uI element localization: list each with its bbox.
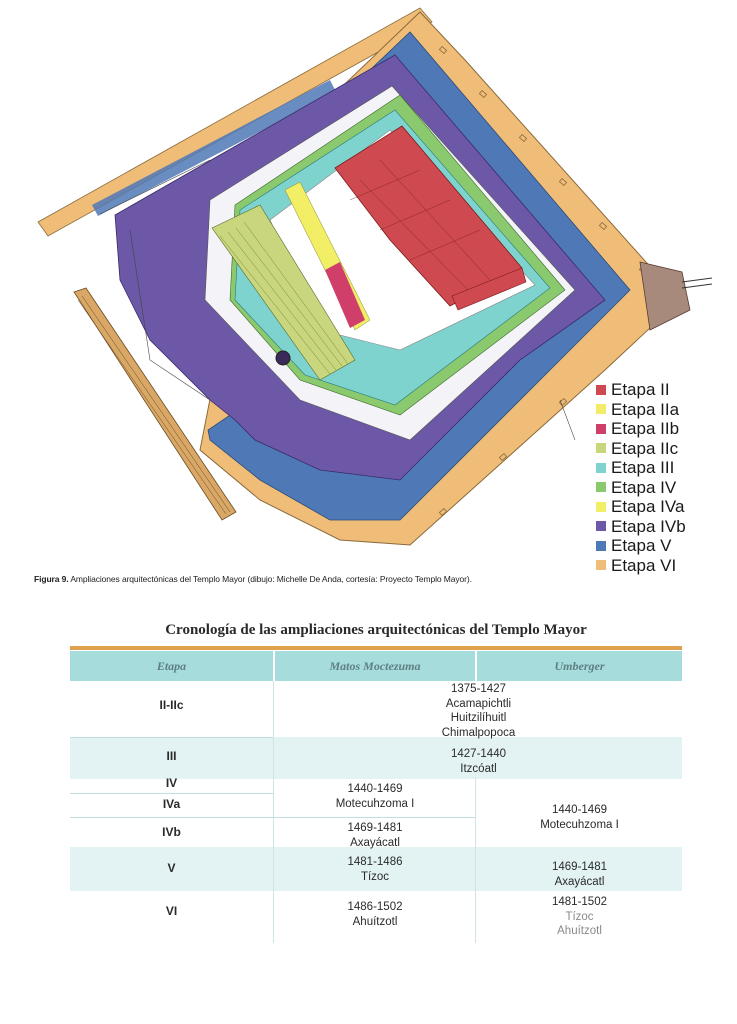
matos-iv-years: 1440-1469 [347,783,403,795]
legend-label: Etapa IIc [611,438,679,458]
stage-ii-iic: II-IIc [159,698,184,712]
umberger-v-years: 1469-1481 [552,861,607,873]
legend-swatch [596,502,606,512]
matos-ii-iic-ruler-2: Huitzilíhuitl [450,712,507,724]
caption-text: Ampliaciones arquitectónicas del Templo Mayor (dibujo: Michelle De Anda, cortesía: Proyecto Templo Mayor). [70,574,472,584]
legend-item [596,536,686,556]
matos-v [275,855,475,884]
legend-swatch [596,385,606,395]
table-top-rule [70,646,682,650]
matos-ivb [275,821,475,850]
matos-vi [275,900,475,929]
matos-ii-iic-years: 1375-1427 [451,683,506,695]
matos-ii-iic-ruler-1: Acamapichtli [445,697,512,710]
stage-iva: IVa [162,797,181,811]
matos-vi-years: 1486-1502 [347,901,403,913]
umberger-v [477,860,682,889]
legend-item [596,497,686,517]
legend-swatch [596,463,606,473]
umberger-iva-ruler: Motecuhzoma I [540,818,619,831]
legend-swatch [596,521,606,531]
header-umberger: Umberger [477,651,682,681]
legend-item [596,517,686,537]
stage-iii: III [166,749,177,763]
matos-iv-iva [275,782,475,811]
legend-item [596,556,686,576]
figure-caption [34,574,694,584]
row-line-3 [70,817,475,818]
umberger-vi-ruler-2: Ahuítzotl [557,925,602,937]
legend-swatch [596,541,606,551]
table-divider-1 [273,681,274,943]
legend-label: Etapa V [611,536,672,556]
row-line-2 [70,793,273,794]
matos-iv-ruler: Motecuhzoma I [335,797,415,810]
legend-swatch [596,482,606,492]
legend-swatch [596,560,606,570]
legend-swatch [596,424,606,434]
matos-ivb-years: 1469-1481 [347,822,403,834]
legend-label: Etapa IV [611,477,677,497]
matos-ii-iic-ruler-3: Chimalpopoca [441,726,516,739]
legend-item [596,400,686,420]
legend-label: Etapa IVb [611,516,686,536]
legend-label: Etapa IIa [611,399,680,419]
legend-swatch [596,443,606,453]
umberger-vi-years: 1481-1502 [552,896,607,908]
table-title: Cronología de las ampliaciones arquitectónicas del Templo Mayor [165,622,587,638]
umberger-vi [477,895,682,939]
umberger-v-ruler: Axayácatl [554,875,605,888]
legend-swatch [596,404,606,414]
stage-ivb: IVb [162,825,181,839]
stage-iv: IV [165,776,178,790]
caption-label: Figura 9. [34,574,69,584]
legend-label: Etapa II [611,380,670,400]
legend-item [596,380,686,400]
matos-v-ruler: Tízoc [360,870,390,883]
stage-vi: VI [165,904,178,918]
plan-legend [596,380,686,575]
umberger-iva-years: 1440-1469 [552,804,607,816]
legend-label: Etapa IIb [611,419,680,439]
legend-label: Etapa IVa [611,497,685,517]
matos-ii-iic [275,682,682,740]
header-matos: Matos Moctezuma [275,651,475,681]
header-etapa: Etapa [70,651,273,681]
circular-altar [276,351,290,365]
legend-item [596,478,686,498]
matos-v-years: 1481-1486 [347,856,403,868]
legend-label: Etapa III [611,458,675,478]
umberger-iva-ivb [477,803,682,832]
matos-iii-years: 1427-1440 [451,748,506,760]
legend-item [596,439,686,459]
table-divider-2 [475,777,476,943]
legend-item [596,419,686,439]
chronology-table [70,651,682,943]
legend-label: Etapa VI [611,555,677,575]
legend-item [596,458,686,478]
matos-iii [275,747,682,776]
matos-iii-ruler: Itzcóatl [460,762,497,775]
umberger-vi-ruler-1: Tízoc [565,910,594,923]
matos-ivb-ruler: Axayácatl [350,836,400,849]
stage-v: V [167,861,176,875]
row-line-1 [70,737,273,738]
matos-vi-ruler: Ahuítzotl [352,915,398,928]
